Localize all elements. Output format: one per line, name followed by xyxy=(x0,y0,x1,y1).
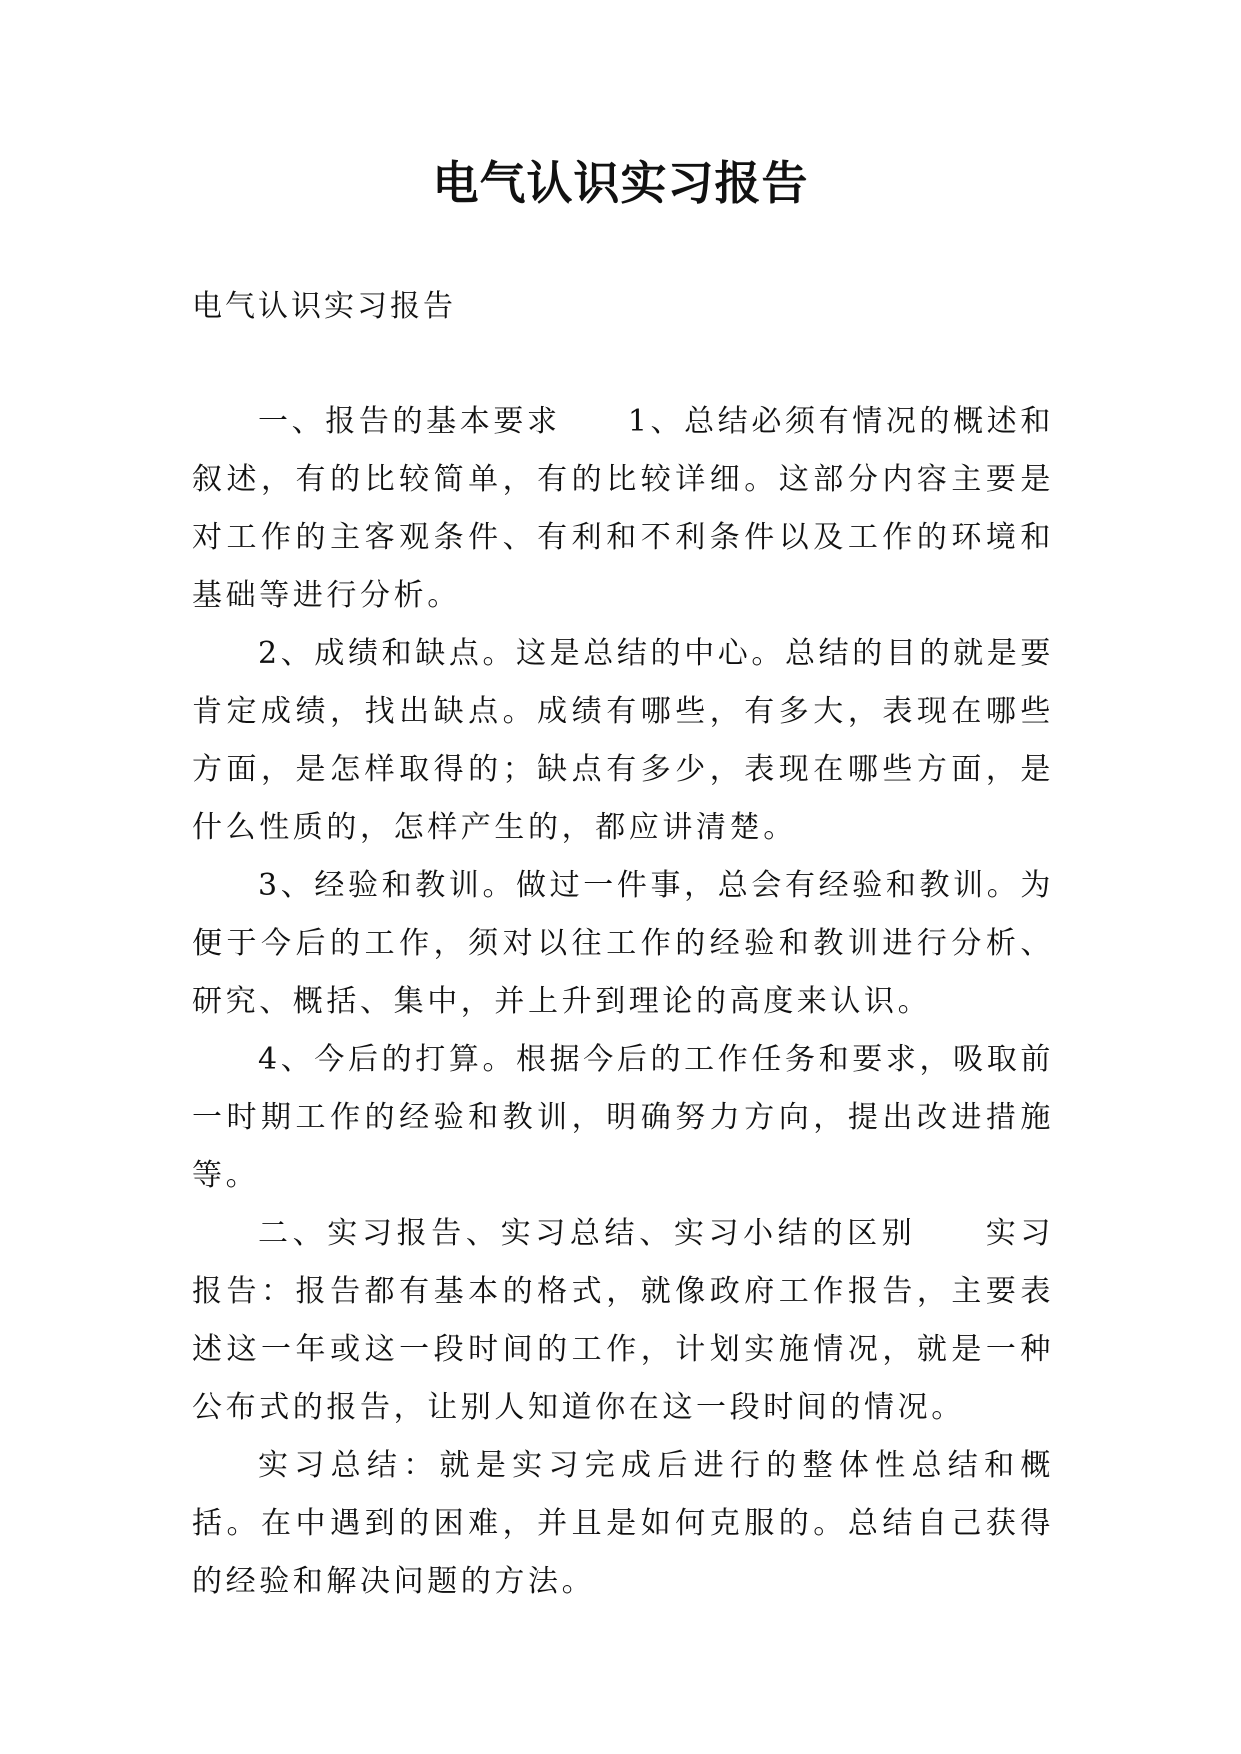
document-title: 电气认识实习报告 xyxy=(432,156,809,210)
paragraph-future-plans: 4、今后的打算。根据今后的工作任务和要求，吸取前一时期工作的经验和教训，明确努力方向，提出改进措施等。 xyxy=(192,1042,1054,1193)
paragraph-lessons: 3、经验和教训。做过一件事，总会有经验和教训。为便于今后的工作，须对以往工作的经验和教训进行分析、研究、概括、集中，并上升到理论的高度来认识。 xyxy=(192,868,1054,1019)
paragraph-internship-summary: 实习总结：就是实习完成后进行的整体性总结和概括。在中遇到的困难，并且是如何克服的。总结自己获得的经验和解决问题的方法。 xyxy=(192,1448,1054,1599)
paragraph-basic-requirements: 一、报告的基本要求 1、总结必须有情况的概述和叙述，有的比较简单，有的比较详细。这部分内容主要是对工作的主客观条件、有利和不利条件以及工作的环境和基础等进行分析。 xyxy=(192,404,1054,613)
paragraph-differences: 二、实习报告、实习总结、实习小结的区别 实习报告：报告都有基本的格式，就像政府工作报告，主要表述这一年或这一段时间的工作，计划实施情况，就是一种公布式的报告，让别人知道你在这一段时间的情况。 xyxy=(192,1216,1054,1425)
document-body xyxy=(192,288,1054,1611)
document-subtitle: 电气认识实习报告 xyxy=(192,289,456,324)
paragraph-achievements: 2、成绩和缺点。这是总结的中心。总结的目的就是要肯定成绩，找出缺点。成绩有哪些，有多大，表现在哪些方面，是怎样取得的；缺点有多少，表现在哪些方面，是什么性质的，怎样产生的，都应讲清楚。 xyxy=(192,636,1054,845)
